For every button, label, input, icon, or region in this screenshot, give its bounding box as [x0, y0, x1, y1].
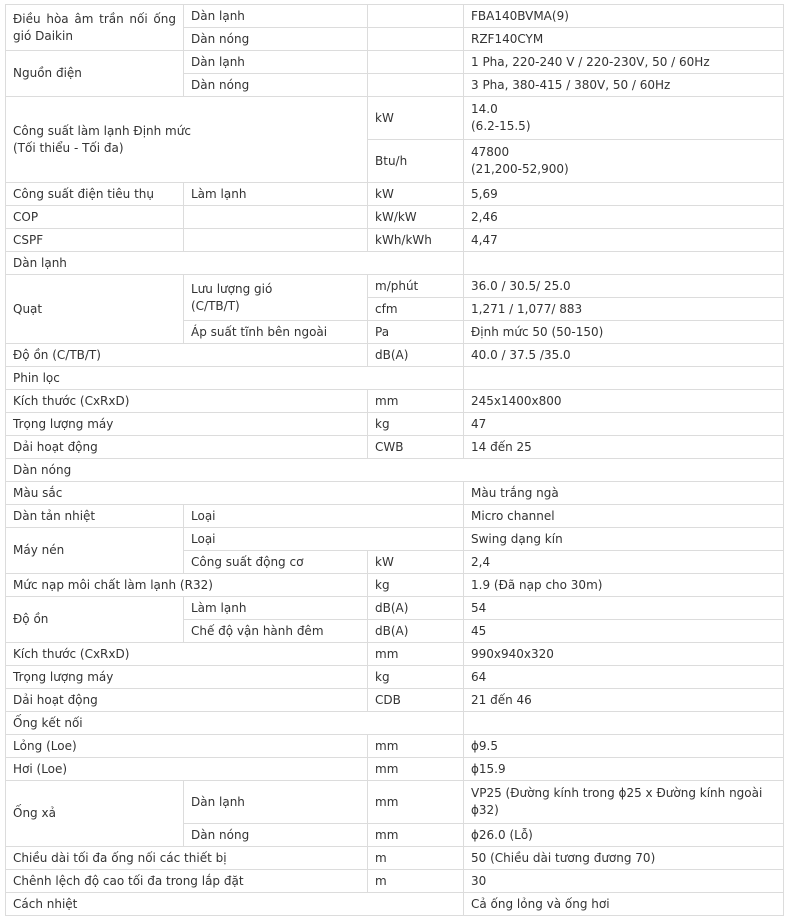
sub-label: Công suất động cơ — [184, 551, 368, 574]
row-label: Độ ồn (C/TB/T) — [6, 344, 368, 367]
value-cell: Micro channel — [464, 505, 784, 528]
table-row — [6, 5, 784, 28]
table-row — [6, 643, 784, 666]
value-cell: 1 Pha, 220-240 V / 220-230V, 50 / 60Hz — [464, 51, 784, 74]
value-cell — [464, 140, 784, 183]
row-label: Máy nén — [6, 528, 184, 574]
value-cell: Màu trắng ngà — [464, 482, 784, 505]
unit-cell: mm — [368, 758, 464, 781]
value-cell: 45 — [464, 620, 784, 643]
value-cell: 64 — [464, 666, 784, 689]
table-row — [6, 229, 784, 252]
row-label: Ống xả — [6, 781, 184, 847]
sub-label: Chế độ vận hành đêm — [184, 620, 368, 643]
sub-label: Dàn nóng — [184, 74, 368, 97]
value-line: (6.2-15.5) — [471, 119, 531, 133]
row-label: Trọng lượng máy — [6, 666, 368, 689]
spec-table — [5, 4, 784, 916]
table-row — [6, 183, 784, 206]
value-cell: 990x940x320 — [464, 643, 784, 666]
row-label: Mức nạp môi chất làm lạnh (R32) — [6, 574, 368, 597]
value-cell: 47 — [464, 413, 784, 436]
value-cell: VP25 (Đường kính trong ϕ25 x Đường kính ngoài ϕ32) — [464, 781, 784, 824]
value-cell: FBA140BVMA(9) — [464, 5, 784, 28]
model-label: Điều hòa âm trần nối ống gió Daikin — [6, 5, 184, 51]
sub-label: Dàn lạnh — [184, 5, 368, 28]
table-row — [6, 781, 784, 824]
row-label: Dàn tản nhiệt — [6, 505, 184, 528]
sub-label: Dàn lạnh — [184, 51, 368, 74]
row-label: Kích thước (CxRxD) — [6, 390, 368, 413]
value-line: (21,200-52,900) — [471, 162, 569, 176]
value-cell: 4,47 — [464, 229, 784, 252]
section-heading: Ống kết nối — [6, 712, 464, 735]
value-cell — [464, 252, 784, 275]
row-label: Hơi (Loe) — [6, 758, 368, 781]
value-cell: 2,46 — [464, 206, 784, 229]
value-cell: 3 Pha, 380-415 / 380V, 50 / 60Hz — [464, 74, 784, 97]
sub-label: Làm lạnh — [184, 183, 368, 206]
unit-cell: dB(A) — [368, 597, 464, 620]
sub-label: Dàn nóng — [184, 28, 368, 51]
unit-cell — [368, 5, 464, 28]
row-label: Dải hoạt động — [6, 436, 368, 459]
row-label: CSPF — [6, 229, 184, 252]
row-label: Phin lọc — [6, 367, 464, 390]
row-label: Lỏng (Loe) — [6, 735, 368, 758]
table-row — [6, 275, 784, 298]
unit-cell: kW — [368, 551, 464, 574]
sub-label: Lưu lượng gió (C/TB/T) — [184, 275, 368, 321]
value-cell: Swing dạng kín — [464, 528, 784, 551]
value-cell: 2,4 — [464, 551, 784, 574]
value-cell: 36.0 / 30.5/ 25.0 — [464, 275, 784, 298]
unit-cell: kg — [368, 666, 464, 689]
table-row — [6, 893, 784, 916]
unit-cell: kg — [368, 574, 464, 597]
table-row — [6, 847, 784, 870]
unit-cell: kW — [368, 97, 464, 140]
sub-label: Dàn nóng — [184, 824, 368, 847]
unit-cell: mm — [368, 781, 464, 824]
unit-cell: m/phút — [368, 275, 464, 298]
value-cell — [464, 97, 784, 140]
value-cell: 1.9 (Đã nạp cho 30m) — [464, 574, 784, 597]
row-label: Cách nhiệt — [6, 893, 464, 916]
row-label: Công suất làm lạnh Định mức (Tối thiểu - Tối đa) — [6, 97, 368, 183]
unit-cell: dB(A) — [368, 344, 464, 367]
table-row — [6, 666, 784, 689]
table-row — [6, 459, 784, 482]
value-cell: 245x1400x800 — [464, 390, 784, 413]
value-cell: 21 đến 46 — [464, 689, 784, 712]
table-row — [6, 735, 784, 758]
value-cell: 40.0 / 37.5 /35.0 — [464, 344, 784, 367]
sub-label: Loại — [184, 528, 464, 551]
table-row — [6, 528, 784, 551]
table-row — [6, 574, 784, 597]
unit-cell — [368, 28, 464, 51]
row-label: Kích thước (CxRxD) — [6, 643, 368, 666]
value-cell: 54 — [464, 597, 784, 620]
row-label: Màu sắc — [6, 482, 464, 505]
unit-cell — [368, 51, 464, 74]
value-cell — [464, 712, 784, 735]
row-label: Trọng lượng máy — [6, 413, 368, 436]
unit-cell: mm — [368, 643, 464, 666]
row-label: Dải hoạt động — [6, 689, 368, 712]
value-cell: RZF140CYM — [464, 28, 784, 51]
table-row — [6, 758, 784, 781]
table-row — [6, 344, 784, 367]
value-cell: Định mức 50 (50-150) — [464, 321, 784, 344]
table-row — [6, 51, 784, 74]
row-label: Chiều dài tối đa ống nối các thiết bị — [6, 847, 368, 870]
row-label: COP — [6, 206, 184, 229]
table-row — [6, 870, 784, 893]
value-cell: ϕ15.9 — [464, 758, 784, 781]
table-row — [6, 597, 784, 620]
unit-cell: mm — [368, 390, 464, 413]
sub-label — [184, 206, 368, 229]
table-row — [6, 482, 784, 505]
table-row — [6, 367, 784, 390]
unit-cell: mm — [368, 735, 464, 758]
sub-label — [184, 229, 368, 252]
table-row — [6, 206, 784, 229]
unit-cell: cfm — [368, 298, 464, 321]
row-label: Độ ồn — [6, 597, 184, 643]
table-row — [6, 390, 784, 413]
value-cell: 1,271 / 1,077/ 883 — [464, 298, 784, 321]
value-cell: 14 đến 25 — [464, 436, 784, 459]
row-label: Nguồn điện — [6, 51, 184, 97]
sub-label: Loại — [184, 505, 464, 528]
unit-cell: CWB — [368, 436, 464, 459]
unit-cell: kW/kW — [368, 206, 464, 229]
unit-cell: Pa — [368, 321, 464, 344]
value-cell: ϕ26.0 (Lỗ) — [464, 824, 784, 847]
sub-label: Áp suất tĩnh bên ngoài — [184, 321, 368, 344]
table-row — [6, 712, 784, 735]
value-cell: 50 (Chiều dài tương đương 70) — [464, 847, 784, 870]
table-row — [6, 689, 784, 712]
unit-cell — [368, 74, 464, 97]
section-heading: Dàn nóng — [6, 459, 784, 482]
unit-cell: dB(A) — [368, 620, 464, 643]
unit-cell: m — [368, 847, 464, 870]
row-label: Công suất điện tiêu thụ — [6, 183, 184, 206]
row-label: Chênh lệch độ cao tối đa trong lắp đặt — [6, 870, 368, 893]
table-row — [6, 252, 784, 275]
row-label: Quạt — [6, 275, 184, 344]
value-cell: ϕ9.5 — [464, 735, 784, 758]
value-line: 47800 — [471, 145, 510, 159]
value-cell — [464, 367, 784, 390]
value-cell: 5,69 — [464, 183, 784, 206]
unit-cell: mm — [368, 824, 464, 847]
sub-label: Dàn lạnh — [184, 781, 368, 824]
unit-cell: Btu/h — [368, 140, 464, 183]
table-row — [6, 413, 784, 436]
unit-cell: kg — [368, 413, 464, 436]
unit-cell: m — [368, 870, 464, 893]
unit-cell: kWh/kWh — [368, 229, 464, 252]
value-cell: Cả ống lỏng và ống hơi — [464, 893, 784, 916]
section-heading: Dàn lạnh — [6, 252, 464, 275]
table-row — [6, 97, 784, 140]
value-line: 14.0 — [471, 102, 498, 116]
value-cell: 30 — [464, 870, 784, 893]
unit-cell: CDB — [368, 689, 464, 712]
table-row — [6, 505, 784, 528]
sub-label: Làm lạnh — [184, 597, 368, 620]
unit-cell: kW — [368, 183, 464, 206]
table-row — [6, 436, 784, 459]
